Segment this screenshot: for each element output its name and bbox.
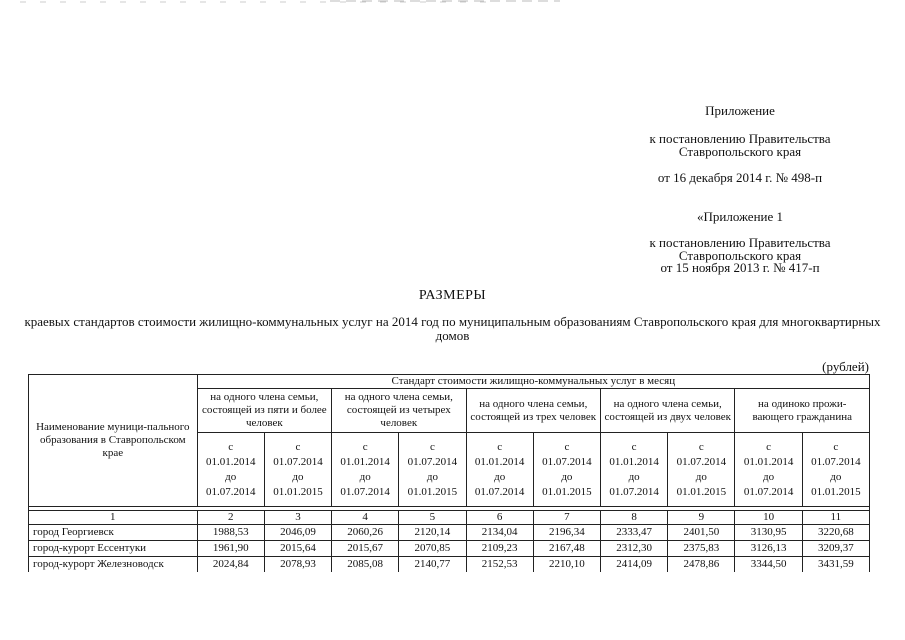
rate-value: 2167,48: [533, 541, 600, 557]
period-to: до: [561, 470, 573, 483]
period-from: с: [833, 440, 839, 453]
group-header-3: на одного члена семьи, состоящей из трех человек: [466, 389, 600, 433]
main-column-header: Стандарт стоимости жилищно-коммунальных услуг в месяц: [197, 375, 869, 389]
period-to: до: [628, 470, 640, 483]
period-header: [533, 433, 600, 507]
group-header-5: на одиноко прожи-вающего гражданина: [735, 389, 870, 433]
rate-value: 2060,26: [332, 525, 399, 541]
period-start: 01.07.2014: [273, 455, 323, 468]
rate-value: 2196,34: [533, 525, 600, 541]
column-number: 5: [399, 511, 466, 525]
period-to: до: [225, 470, 237, 483]
prev-annex-title: «Приложение 1: [696, 209, 784, 224]
column-number: 1: [29, 511, 198, 525]
rate-value: 2210,10: [533, 557, 600, 573]
column-number-row: [29, 511, 870, 525]
period-start: 01.01.2014: [340, 455, 390, 468]
group-header-1: на одного члена семьи, состоящей из пяти и более человек: [197, 389, 331, 433]
units-label: (рублей): [822, 359, 869, 374]
table-row: [29, 557, 870, 573]
period-header: [197, 433, 264, 507]
rate-value: 2015,64: [264, 541, 331, 557]
name-column-header: Наименование муници-пального образования в Ставропольском крае: [29, 375, 198, 507]
annex-title: Приложение: [705, 103, 775, 118]
column-number: 8: [601, 511, 668, 525]
annex-line1: к постановлению Правительства: [649, 131, 831, 146]
rate-value: 2333,47: [601, 525, 668, 541]
rate-value: 2478,86: [668, 557, 735, 573]
rates-table: [28, 374, 870, 572]
annex-date: от 16 декабря 2014 г. № 498-п: [657, 170, 823, 185]
rate-value: 2140,77: [399, 557, 466, 573]
document-subtitle: краевых стандартов стоимости жилищно-коммунальных услуг на 2014 год по муниципальным образованиям Ставропольского края для многоквартирных домов: [24, 314, 881, 343]
rate-value: 2120,14: [399, 525, 466, 541]
period-header: [264, 433, 331, 507]
group-header-2: на одного члена семьи, состоящей из четырех человек: [332, 389, 466, 433]
period-start: 01.01.2014: [474, 455, 525, 468]
period-start: 01.07.2014: [811, 455, 861, 468]
municipality-name: город-курорт Ессентуки: [29, 541, 198, 557]
period-header: [735, 433, 802, 507]
column-number: 6: [466, 511, 533, 525]
period-to: до: [359, 470, 371, 483]
column-number: 9: [668, 511, 735, 525]
period-to: до: [426, 470, 438, 483]
rate-value: 2312,30: [601, 541, 668, 557]
period-header: [802, 433, 869, 507]
municipality-name: город Георгиевск: [29, 525, 198, 541]
column-number: 4: [332, 511, 399, 525]
period-end: 01.07.2014: [474, 485, 525, 498]
rate-value: 2414,09: [601, 557, 668, 573]
prev-annex-line2: Ставропольского края: [678, 248, 802, 263]
period-end: 01.07.2014: [743, 485, 794, 498]
scan-artifact: [0, 0, 905, 8]
period-end: 01.01.2015: [542, 485, 592, 498]
period-end: 01.01.2015: [811, 485, 861, 498]
header-row-main: [29, 375, 870, 389]
rate-value: 2085,08: [332, 557, 399, 573]
period-from: с: [698, 440, 704, 453]
rate-value: 1961,90: [197, 541, 264, 557]
period-header: [399, 433, 466, 507]
period-start: 01.01.2014: [609, 455, 659, 468]
period-from: с: [564, 440, 570, 453]
period-to: до: [695, 470, 707, 483]
rate-value: 3344,50: [735, 557, 802, 573]
period-start: 01.07.2014: [676, 455, 727, 468]
rate-value: 2109,23: [466, 541, 533, 557]
period-to: до: [494, 470, 506, 483]
column-number: 3: [264, 511, 331, 525]
period-to: до: [830, 470, 842, 483]
period-header: [601, 433, 668, 507]
rate-value: 2134,04: [466, 525, 533, 541]
rate-value: 2046,09: [264, 525, 331, 541]
rate-value: 3130,95: [735, 525, 802, 541]
column-number: 2: [197, 511, 264, 525]
annex-line2: Ставропольского края: [678, 144, 802, 159]
rate-value: 3209,37: [802, 541, 869, 557]
document-title: РАЗМЕРЫ: [418, 288, 487, 303]
rate-value: 1988,53: [197, 525, 264, 541]
group-header-4: на одного члена семьи, состоящей из двух человек: [601, 389, 735, 433]
prev-annex-line1: к постановлению Правительства: [649, 235, 831, 250]
period-end: 01.01.2015: [676, 485, 727, 498]
column-number: 10: [735, 511, 802, 525]
rate-value: 2375,83: [668, 541, 735, 557]
rate-value: 2024,84: [197, 557, 264, 573]
period-from: с: [429, 440, 435, 453]
rate-value: 2152,53: [466, 557, 533, 573]
period-from: с: [497, 440, 503, 453]
rate-value: 3126,13: [735, 541, 802, 557]
column-number: 7: [533, 511, 600, 525]
period-header: [668, 433, 735, 507]
municipality-name: город-курорт Железноводск: [29, 557, 198, 573]
period-end: 01.01.2015: [273, 485, 323, 498]
period-from: с: [631, 440, 637, 453]
rate-value: 3220,68: [802, 525, 869, 541]
table-row: [29, 525, 870, 541]
column-number: 11: [802, 511, 869, 525]
rate-value: 3431,59: [802, 557, 869, 573]
period-header: [466, 433, 533, 507]
period-to: до: [763, 470, 775, 483]
rate-value: 2015,67: [332, 541, 399, 557]
period-from: с: [228, 440, 234, 453]
period-from: с: [295, 440, 301, 453]
table-row: [29, 541, 870, 557]
rate-value: 2078,93: [264, 557, 331, 573]
period-to: до: [292, 470, 304, 483]
period-end: 01.07.2014: [205, 485, 256, 498]
period-from: с: [766, 440, 772, 453]
period-end: 01.07.2014: [609, 485, 659, 498]
period-from: с: [362, 440, 368, 453]
period-start: 01.07.2014: [407, 455, 458, 468]
period-start: 01.07.2014: [542, 455, 592, 468]
period-end: 01.01.2015: [407, 485, 458, 498]
prev-annex-date: от 15 ноября 2013 г. № 417-п: [660, 260, 820, 275]
period-end: 01.07.2014: [340, 485, 390, 498]
period-start: 01.01.2014: [205, 455, 256, 468]
rate-value: 2070,85: [399, 541, 466, 557]
period-start: 01.01.2014: [743, 455, 794, 468]
period-header: [332, 433, 399, 507]
rate-value: 2401,50: [668, 525, 735, 541]
